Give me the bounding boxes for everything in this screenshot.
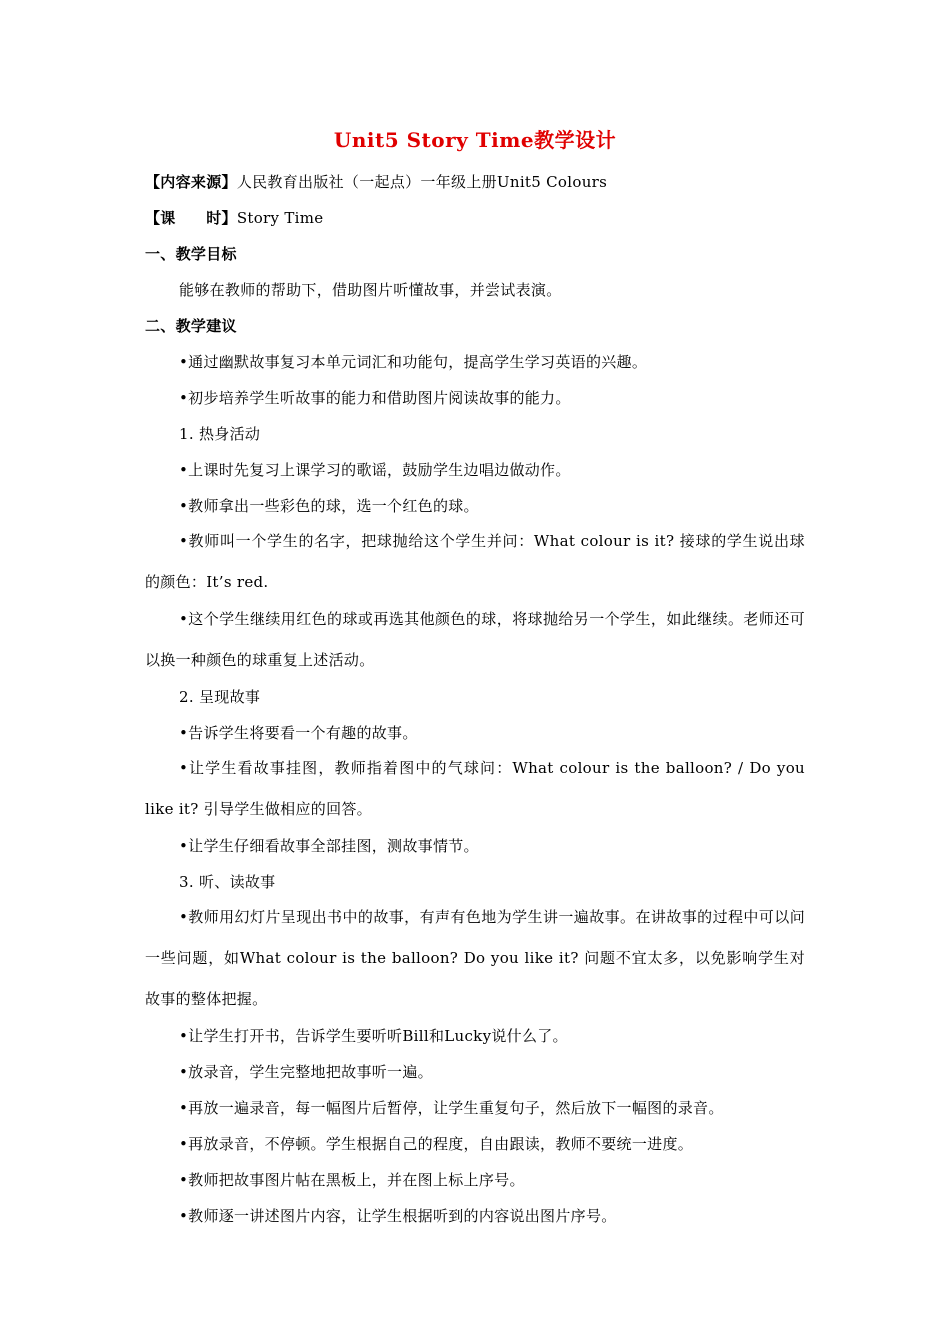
warmup-bullet-1: •上课时先复习上课学习的歌谣，鼓励学生边唱边做动作。 <box>179 461 571 479</box>
step-heading-warmup: 1. 热身活动 <box>179 425 261 443</box>
step-heading-present: 2. 呈现故事 <box>179 688 261 706</box>
source-value: 人民教育出版社（一起点）一年级上册Unit5 Colours <box>236 173 608 191</box>
section-heading-goals: 一、教学目标 <box>145 245 237 263</box>
suggestion-bullet-2: •初步培养学生听故事的能力和借助图片阅读故事的能力。 <box>179 389 571 407</box>
listen-bullet-7: •教师逐一讲述图片内容，让学生根据听到的内容说出图片序号。 <box>179 1207 617 1225</box>
source-label: 【内容来源】 <box>145 173 237 191</box>
listen-bullet-6: •教师把故事图片帖在黑板上，并在图上标上序号。 <box>179 1171 525 1189</box>
present-bullet-2: •让学生看故事挂图，教师指着图中的气球问：What colour is the balloon? / Do you like it? 引导学生做相应的回答。 <box>145 759 805 818</box>
warmup-bullet-4: •这个学生继续用红色的球或再选其他颜色的球，将球抛给另一个学生，如此继续。老师还可以换一种颜色的球重复上述活动。 <box>145 610 805 669</box>
present-bullet-3: •让学生仔细看故事全部挂图，测故事情节。 <box>179 837 479 855</box>
listen-bullet-2: •让学生打开书，告诉学生要听听Bill和Lucky说什么了。 <box>179 1027 568 1045</box>
lesson-value: Story Time <box>236 209 324 227</box>
present-bullet-1: •告诉学生将要看一个有趣的故事。 <box>179 724 418 742</box>
goals-text: 能够在教师的帮助下，借助图片听懂故事，并尝试表演。 <box>179 281 562 299</box>
listen-bullet-3: •放录音，学生完整地把故事听一遍。 <box>179 1063 433 1081</box>
listen-bullet-4: •再放一遍录音，每一幅图片后暂停，让学生重复句子，然后放下一幅图的录音。 <box>179 1099 724 1117</box>
listen-bullet-5: •再放录音，不停顿。学生根据自己的程度，自由跟读，教师不要统一进度。 <box>179 1135 694 1153</box>
document-title: Unit5 Story Time教学设计 <box>333 128 617 152</box>
lesson-label: 【课 时】 <box>145 209 237 227</box>
warmup-bullet-2: •教师拿出一些彩色的球，选一个红色的球。 <box>179 497 479 515</box>
lesson-line <box>145 207 805 229</box>
source-line <box>145 171 805 193</box>
step-heading-listen: 3. 听、读故事 <box>179 873 276 891</box>
section-heading-suggestions: 二、教学建议 <box>145 317 237 335</box>
warmup-bullet-3: •教师叫一个学生的名字，把球抛给这个学生并问：What colour is it? 接球的学生说出球的颜色：It’s red. <box>145 532 805 591</box>
listen-bullet-1: •教师用幻灯片呈现出书中的故事，有声有色地为学生讲一遍故事。在讲故事的过程中可以问一些问题，如What colour is the balloon? Do you like it? 问题不宜太多，以免影响学生对故事的整体把握。 <box>145 908 805 1008</box>
suggestion-bullet-1: •通过幽默故事复习本单元词汇和功能句，提高学生学习英语的兴趣。 <box>179 353 648 371</box>
